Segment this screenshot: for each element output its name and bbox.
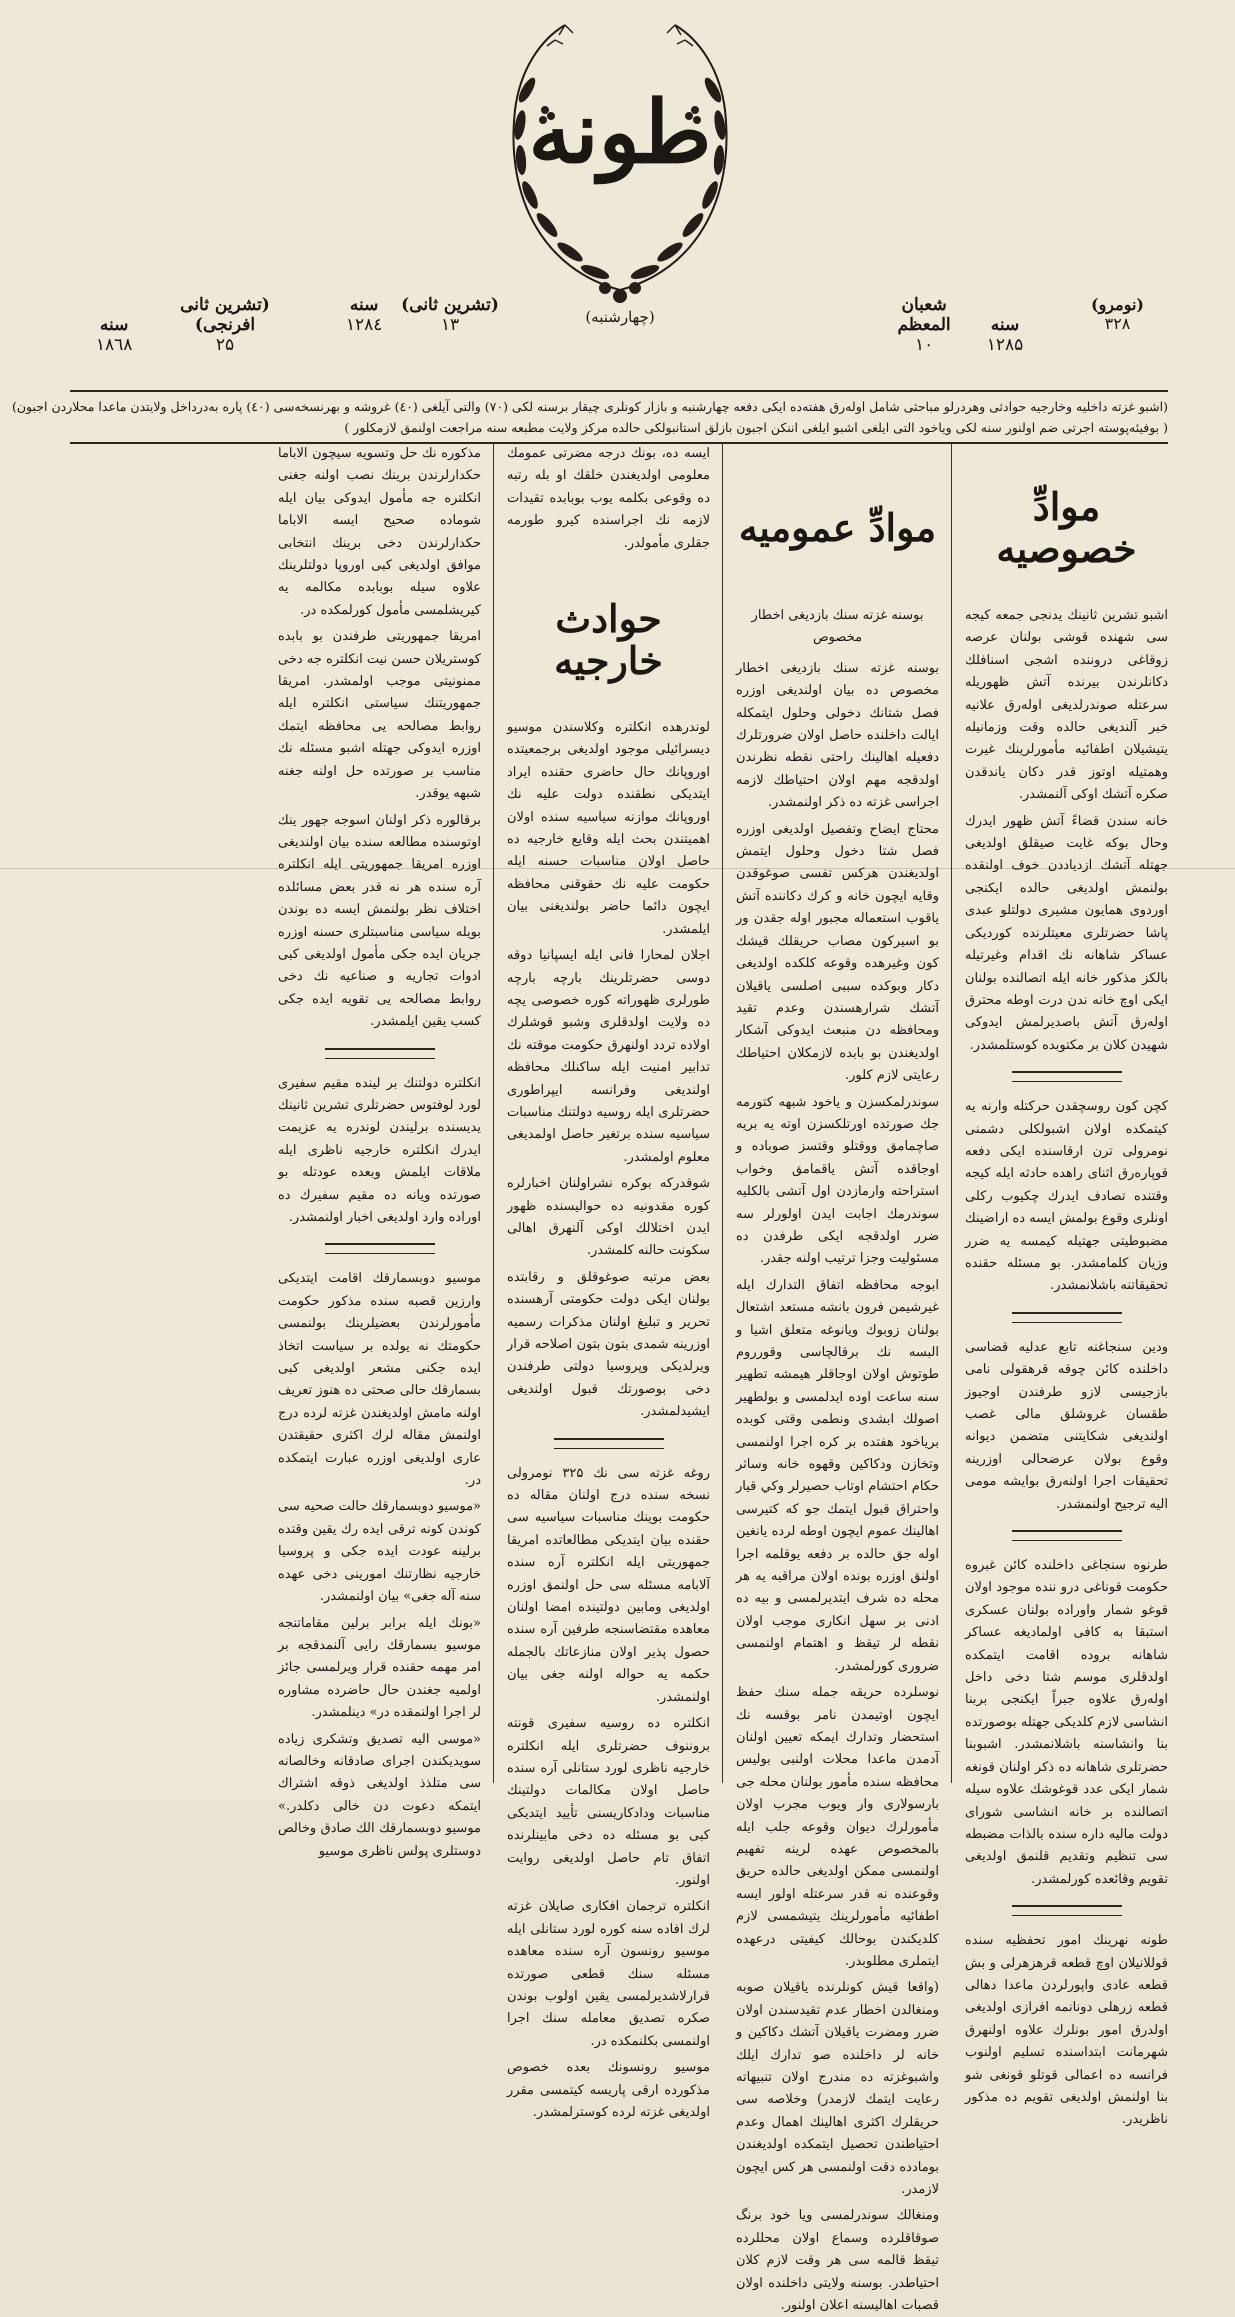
frank-month: (تشرين ثانى افرنجى) (180, 295, 270, 335)
masthead (70, 20, 1165, 390)
notice-line-1: (اشبو غزته داخليه وخارجيه حوادثى وهردرلو مباحثى شامل اولەرق هفتەده ايكى دفعه چهارشنبه و بازار كونلرى چيقار برسنه لكى (۷۰) والتى آيلغى (٤۰) غروشه و بهرنسخەسى (٤۰) پاره بەدرداخل ولايتدن ماعدا محلاردن اجبون) (11, 399, 1168, 414)
column-rule (493, 443, 494, 1783)
paragraph: محتاج ايضاح وتفصيل اولديغى اوزره فصل شتا دخول وحلول ايتمش اولديغندن هركس تفسى صوغوقدن وقايه ايچون خانه و كرك دكاننده آتش ياقوب استعماله مجبور اوله جقدن ور بو اسيركون مصاب حريقلك قيشك كون وغيرهده وقوعه كلكده اولديغى دكار وبوكده سببى اصلسى ياقيلان آتشك شرارهسندن وعدم تقيد ومحافظه دن منبعث ايدوكى آشكار اولديغندن بو بابده لازمكلان احتياطك رعايتى لازم كلور. (736, 821, 939, 1084)
frank-year-label: سنه (99, 315, 129, 335)
article-separator (1012, 1530, 1122, 1541)
section-heading-umumiye: موادِّ عموميه (738, 505, 937, 551)
rumi-date-block (320, 295, 500, 335)
hijri-day: ۱۰ (914, 335, 934, 355)
column-rule (722, 443, 723, 1783)
paragraph: «بونك ايله برابر برلين مقاماتنجه موسيو بسمارقك رايى آلنمدقجه بر امر مهمه حقنده قرار ويرلمسى جائز اولميه جغندن حال حاضرده مشاوره لر اجرا اولنمقده در» دينلمشدر. (278, 1615, 481, 1721)
frank-day: ۲۵ (215, 335, 235, 355)
bleed-through-text-left (160, 210, 520, 280)
paragraph: موسيو دوبسمارقك اقامت ايتديكى وارزين قصبه سنده مذكور حكومت مأمورلرندن بعضيلرينك بولنمسى حكومتك نه يولده بر سياست اتخاذ ايده جكنى مشعر اولديغى كبى بسمارقك حالى صحتى ده هنوز تعريف اولنه مامش اولديغندن غزته لرده درج اولنمش مقاله لرك اكثرى حقيقتدن عارى اولديغى اوزره عبارت ايتمكده در. (278, 1271, 481, 1489)
paragraph: ايسه ده، بونك درجه مضرتى عمومك معلومى اولديغندن خلقك او بله رتبه ده وقوعى بكلمه يوب بوبابده تقيدات لازمه نك اجراسنده كيرو طورمه جقلرى مأمولدر. (507, 446, 710, 551)
column-1 (965, 443, 1168, 2128)
section-subheading: بوسنه غزته سنك بازديغى اخطار مخصوص (751, 608, 924, 646)
column-4 (278, 443, 481, 1859)
article-columns (70, 443, 1168, 2314)
paragraph: انكلتره ده روسيه سفيرى قونته بروننوف حضرتلرى ايله انكلتره خارجيه ناظرى لورد ستانلى آره سنده حاصل اولان مكالمات دولتينك مناسبات ودادكاريسنى تأييد ايتديكى كبى بو مسئله ده دخى مابينلرنده اتفاق تام حاصل اولديغى روايت اولنور. (507, 1716, 710, 1888)
paragraph: «موسى اليه تصديق وتشكرى زيادە سويديكندن اجراى صادقانه وخالصانه سى متلذذ اولديغى ذوقه اشتراك ايتمكه دعوت دن خالى دكلدر.» موسيو دوبسمارقك الك صادق وخالص دوستلرى پولس ناظرى موسيو (278, 1731, 481, 1859)
paragraph: «موسيو دوبسمارقك حالت صحيه سى كوندن كونه ترقى ايده رك يقين وقتده برلينه عودت ايده جكى و پروسيا خارجيه نظارتنك امورينى دخى عهده سنه آله جغى» بيان اولنمشدر. (278, 1499, 481, 1605)
frank-date-block (70, 295, 300, 355)
paragraph: كچن كون روسچقدن حركتله وارنه يه كيتمكده اولان اشبولكلى دشمنى نومرولى ترن ارقاسنده ايكى دفعه قوپارەرق اثناى راهده حادثه ايله كيجه وقتنده تصادف ايدرك چكيوب ركلى اونلرى وقوع بولمش ايسه ده اراضينك مضبوطيتى جهتيله كيمسه يه ضرر وزيان كلمامشدر. بو مسئله حقنده تحقيقاتنه باشلانمشدر. (965, 1099, 1168, 1294)
rumi-month: (تشرين ثانى) (401, 295, 499, 315)
column-2 (736, 443, 939, 2314)
issue-label: (نومرو) (1091, 295, 1144, 314)
paragraph: طرنوه سنجاغى داخلنده كائن غبروه حكومت قوناغى درو ننده موجود اولان قوغو شمار واوراده بولنان عسكرى استبقا به كافى اولماديغه عساكر شاهانه بروده اقامت ايتمكده اولدقلرى موسم شتا دخى داخل اولەرق علاوه جبراً ايكنجى بربنا انشاسى لازم كلديكى جهتله بوصورتده بنا وانشاسنه باشلانمشدر. اشبوبنا حضرتلرى شاهانه ده ذكر اولنان قونغه شمار ايكى عدد قوغوشك علاوه سيله اتصالنده بر خانه انشاسى شوراى دولت ماليه داره سنده بالذات مضبطه سى تنظيم وتقديم قلنمق اولديغى تقويم وقائعده كورلمشدر. (965, 1558, 1168, 1887)
paragraph: انكلتره دولتنك بر لينده مقيم سفيرى لورد لوفتوس حضرتلرى تشرين ثانينك يديسنده برليندن لوندره يه عزيمت ايدرك انكلتره خارجيه ناظرى ايله ملاقات ايلمش وبعده عودتله بو صورتده ويانه ده مقيم سفيرك ده اوراده وارد اولديغى اخبار اولنمشدر. (278, 1075, 481, 1225)
paragraph: بعض مرتبه صوغوقلق و رقابتده بولنان ايكى دولت حكومتى آرهسنده تحرير و تبليغ اولنان مذكرات رسميه اوزرينه شمدى بتون بتون اصلاحه قرار ويرلديكى وپروسيا دولتى طرفندن دخى بوصورتك قبول اولنديغى ايشيدلمشدر. (507, 1269, 710, 1420)
hijri-date-block (825, 295, 1035, 355)
notice-line-2: ( بوفيئەپوسته اجرتى ضم اولنور سنه لكى وياخود التى ايلغى اشبو ايلغى اننكن اجبون بازلق استانبولكى حالده مركز ولايت مطبعه سنه مراجعت اولنمق لازمكلور ) (344, 420, 1168, 435)
rumi-year: ۱۲۸٤ (345, 315, 383, 335)
subscription-notice (11, 390, 1168, 444)
paragraph: بوسنه غزته سنك بازديغى اخطار مخصوص ده بيان اولنديغى اوزره فصل شتانك دخولى وحلول ايتمكله ايالت داخلنده حاصل اولان ضرورتلرك دفعيله اهالينك راحتى نقطه نظرندن اولدقجه مهم اولان احتياطك لازمه اجراسى غزته ده ذكر اولنمشدر. (736, 660, 939, 811)
paragraph: انكلتره ترجمان افكارى صايلان غزته لرك افاده سنه كوره لورد ستانلى ايله موسيو رونسون آره سنده معاهده مسئله سنك قطعى صورتده قرارلاشديرلمسى يقين اولوب بوندن صكره تصديق معامله سنك اجرا اولنمسى بكلنمكده در. (507, 1899, 710, 2049)
article-separator (1012, 1071, 1122, 1082)
paragraph: موسيو رونسونك بعده خصوص مذكورده ارقى پاريسه كيتمسى مقرر اولديغى غزته لرده كوسترلمشدر. (507, 2060, 710, 2120)
paragraph: طونه نهرينك امور تحفظيه سنده قوللانيلان اوچ قطعه قرهزهرلى و بش قطعه عادى واپورلردن ماعدا دهالى قطعه زرهلى دونانمه افرازى اولديغى اولدرق امور بونلرك علاوه اولنهرق شهرمانت ابتداسنده تسليم اولنوب فرانسه ده اعمالى قوتلو قونغى شو بنا اولنمش اولديغى تقويم ده مذكور ناظريدر. (965, 1933, 1168, 2128)
article-separator (1012, 1312, 1122, 1323)
rumi-day: ۱۳ (440, 315, 460, 335)
bleed-through-text (790, 210, 1150, 280)
frank-year: ۱۸٦۸ (95, 335, 133, 355)
paragraph: مذكوره نك حل وتسويه سيچون الاباما حكدارلرندن برينك نصب اولنه جغنى انكلتره جه مأمول ايدوكى بيان ايله شوماده صحيح ايسه الاباما حكدارلرندن دخى برينك انتخابى موافق اولديغى كبى اوروپا دولتلرينك علاوه سيله بوبابده مكالمه يه كيريشلمسى مأمول كورلمكده در. (278, 446, 481, 618)
hijri-year-label: سنه (990, 315, 1020, 335)
newspaper-title: طونه (528, 82, 712, 183)
article-separator (1012, 1905, 1122, 1916)
paragraph: نوسلرده حريقه جمله سنك حفظ ايچون اوتيمدن نامر بوقسه نك استحضار وتدارك ايمكه تعيين اولنان آدمدن ماعدا محلات اولنبى بوليس محافظه سنده مأمور بولنان محله جى بارسولارى وار ويوب مجرب اولان مأمورلرك ديوان وقوعه جلب ايله بالمخصوص عهده لرينه تفهيم اولنمسى ممكن اولديغى حالده حريق وقوعنده نه قدر سرعتله اولور ايسه اطفائيه مأمورلرينك يتيشمسى لازم كلديكندن بوحالك كيفيتى درعهده ايتملرى مطلوبدر. (736, 1685, 939, 1969)
issue-number: ۳۲۸ (1104, 314, 1131, 333)
paper-fold-line (0, 868, 1235, 869)
paragraph: اجلان لمحارا فانى ايله ايسپانيا دوقه دوسى حضرتلرينك بارچه بارچه طورلرى ظهوراته كوره خصوصى يچه ده ولايت اولدقلرى وشبو قوشلرك اولاده تردد اولنهرق حكومت موقته نك تدابير امنيت ايله ساكنلك محافظه اولنديغى وفرانسه ايپراطورى حضرتلرى ايله روسيه دولتنك مناسبات سياسيه سنده برتغير حاصل اولمديغى معلوم اولمشدر. (507, 948, 710, 1165)
paragraph: خانه سندن قضاءً آتش ظهور ايدرك وحال بوكه غايت صيقلق اولديغى جهتله آتشك ازدياددن خوف اولنقده بولنمش اولديغى حالده ايكنجى اوردوى همايون مشيرى دولتلو عبدى پاشا حضرتلرى معيتلرنده كورديكى عساكر شاهانه نك اقدام وغيرتيله بالكز مذكور خانه ايله اتصالنده بولنان ايكى اوچ خانه ندن درت اوطه محترق اولەرق آتش باصديرلمش ايدوكى شهيدن كلان بر مكتوبده كوستلمشدر. (965, 813, 1168, 1053)
hijri-year: ۱۲۸۵ (986, 335, 1024, 355)
paragraph: لوندرهده انكلتره وكلاسندن موسيو ديسرائيلى موجود اولديغى برجمعيتده اوروپانك حال حاضرى حقنده ايراد ايتديكى نطقنده دولت عليه نك اوروپانك موازنه سياسيه سنده اولان اهميتندن بحث ايله وقايع خارجيه ده حاصل اولان مناسبات حسنه ايله حكومت عليه نك حقوقنى محافظه ايچون دائما حاضر بولنديغنى بيان ايلمشدر. (507, 720, 710, 937)
paragraph: روغه غزته سى نك ۳۲۵ نومرولى نسخه سنده درج اولنان مقاله ده حكومت بوينك مناسبات سياسيه سى حقنده بيان ايتديكى مطالعاتده امريقا جمهوريتى ايله انكلتره آره سنده آلابامه مسئله سى حل اولنمق اوزره اولديغى ومابين دولتينده امضا اولنان معاهده مقتضاسنجه طرفين آره سنده حصول پذير اولان منازعاتك بالجمله حكمه يه حواله اولنه جغى بيان اولنمشدر. (507, 1465, 710, 1705)
issue-number-block (1070, 295, 1165, 333)
column-rule (951, 443, 952, 1783)
paragraph: ودين سنجاغنه تابع عدليه قضاسى داخلنده كائن چوقه قرهقولى نامى بازجيسى لازو طرفندن اوجيوز طقسان غروشلق مالى غصب اولنديغى شكايتنى متضمن ديوانه وقوع بولان عرضحالى اوزرينه تحقيقات اجرا اولنەرق بوايشه مومى اليه ترجيح اولنمشدر. (965, 1339, 1168, 1512)
hijri-month: شعبان المعظم (897, 295, 951, 335)
paragraph: ابوجه محافظه اتفاق التدارك ايله غيرشيمن فرون بانشه مستعد اشتعال بولنان زوبوك ويانوغه متعلق اشيا و البسه نك برقالچاسى وقورروم طوتوش اولان اوجاقلر هيمشه تطهير سنه ساعت اوده ايدلمسى و بولطهير اصولك ابشدى ونطمى وقتى كوبده برياخود هفتده بر كره اجرا اولنمسى وتخازن ودكاكين وقهوه خانه وساثر حكام احتشام اوتاب حصيرلر وكي قيار واحتراق قبول ايتمك جو كه كتيرسى اهالينك عموم ايچون اوطه لرده يانغين اوله جق حالده بر دفعه يوقلمه اجرا اولنق اوزره بونده اولان مراقبه يه هر محله ده شرف ايتديرلمسى و بيه ده ادنى بر سهل انكارى موجب اولان نقطه لر تيقظ و اهتمام اولنمسى ضرورى كورلمشدر. (736, 1277, 939, 1674)
article-separator (325, 1048, 435, 1059)
section-heading-hawadis-kharijiye: حوادث خارجيه (554, 596, 663, 684)
weekday: (چهارشنبه) (585, 308, 655, 326)
article-separator (325, 1243, 435, 1254)
paragraph: امريقا جمهوريتى طرفندن بو بابده كوستريلان حسن نيت انكلتره جه دخى ممنونيتى موجب اولمشدر. امريقا جمهوريتنك سياستى انكلتره ايله روابط مصالحه يى محافظه ايتمك اوزره ايدوكى جهتله اشبو مسئله نك مناسب بر صورتده حل اولنه جغنه شبهه يوقدر. (278, 629, 481, 802)
paragraph: شوقدركه بوكره نشراولنان اخبارلره كوره مقدونيه ده حواليسنده ظهور ايدن اختلالك اوكى آلنهرق اهالى سكونت حالنه كلمشدر. (507, 1176, 710, 1259)
paragraph: برقالوره ذكر اولنان اسوجه جهور ينك اوتوسنده مطالعه سنده بيان اولنديغى اوزره امريقا جمهوريتى ايله انكلتره آره سنده هر نه قدر بعض مسائلده اختلاف نظر بولنمش ايسه ده بوندن بويله سياسى مناسبتلرى حسنه اوزره جريان ايده جكى مأمول اولديغى كبى ادوات تجاريه و صناعيه نك دخى روابط مصالحه يى تقويه ايده جكى كسب يقين ايلمشدر. (278, 812, 481, 1030)
rumi-year-label: سنه (349, 295, 379, 315)
paragraph: (واقعا قيش كونلرنده ياقيلان صوبه ومنغالدن اخطار عدم تقيدسندن اولان ضرر ومضرت ياقيلان آتشك دكاكين و خانه لر داخلنده صو تدارك ايلك واشبوغزته ده مندرج اولان تنبيهاته رعايت ايتمك لازمدر) وخلاصه سى حريقلرك اكثرى اهالينك اهمال وعدم احتياطندن تحصيل ايتمكده اولديغندن بومادده دقت اولنمسى هر كس ايچون لازمدر. (736, 1980, 939, 2198)
column-3 (507, 443, 710, 2120)
section-heading-khususiye: موادِّ خصوصيه (996, 484, 1137, 571)
paragraph: سوندرلمكسزن و ياخود شبهه كتورمه جك صورتده اورتلكسزن اوته يه بريه صاچمامق ووقتلو وقتسز صوباده و اوجاقده آتش ياقمامق وخواب استراحته وارمازدن اول آتشى بالكليه سوندرمك اجابت ايدن اولورلر سه ضرر اولدقجه ايكى طرفدن ده مسئوليت وجزا ترتيب اولنه جقدر. (736, 1094, 939, 1267)
paragraph: اشبو تشرين ثانينك يدنجى جمعه كيجه سى شهنده قوشى بولنان عرصه زوقاغى دروننده اشجى اسنافلك دكانلرندن بيرنده آتش ظهوريله سرعتله صوندرلديغى اولەرق علانيه خبر آلنديغى حالده وقت وزمانيله يتيشيلان اطفائيه مأمورلرينك غيرت وهمتيله اوتوز قدر دكان ياندقدن صكره آتشك اوكى آلنمشدر. (965, 608, 1168, 803)
article-separator (554, 1438, 664, 1449)
paragraph: ومنغالك سوندرلمسى ويا خود برنگ صوقاقلرده وسماع اولان محللرده تيقظ قالمه سى هر وقت لازم كلان احتياطدر. بوسنه ولايتى داخلنده اولان قصبات اهاليسنه اعلان اولنور. (736, 2208, 939, 2314)
